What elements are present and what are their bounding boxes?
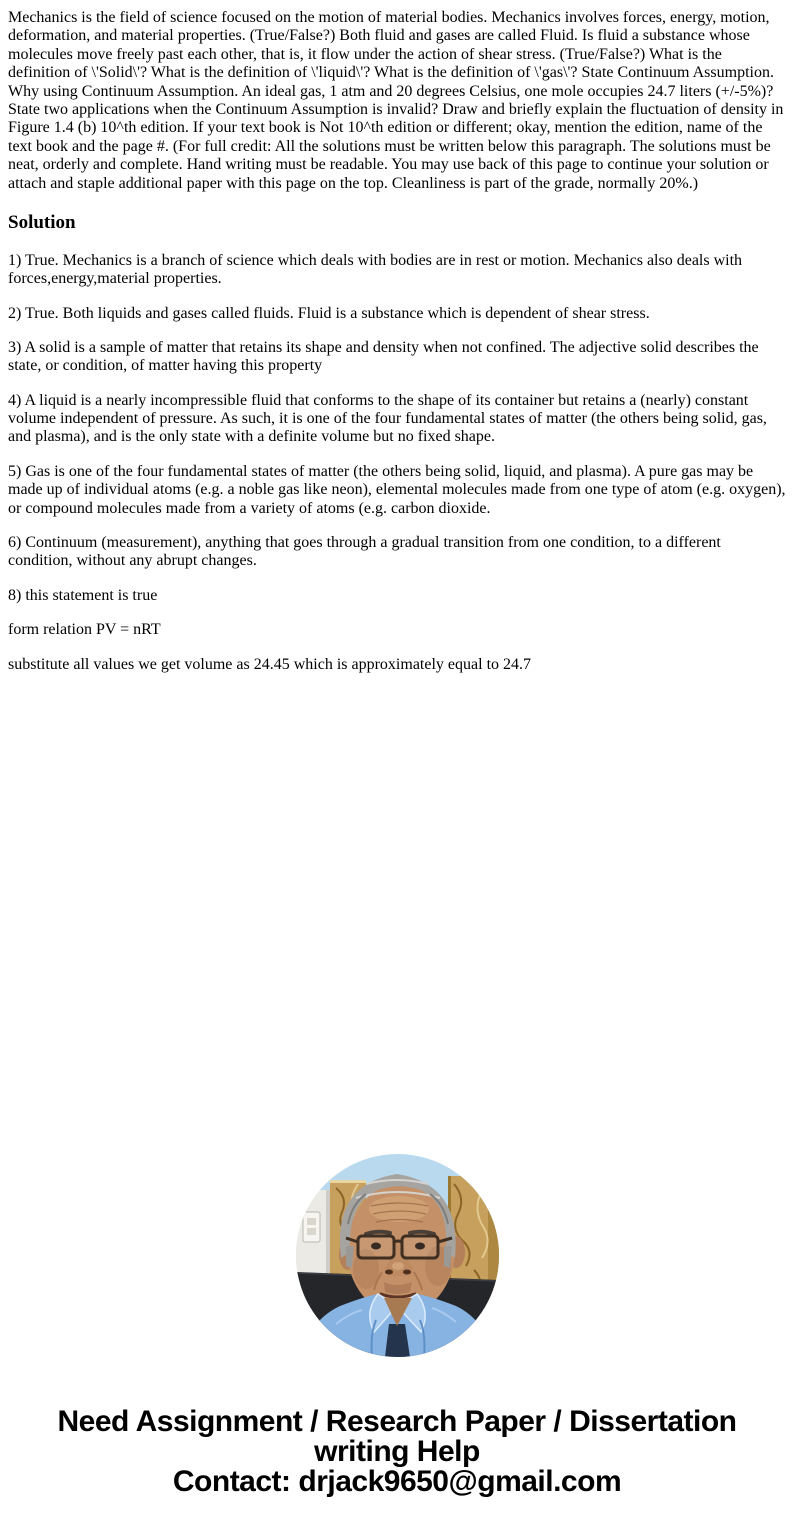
footer-headline: Need Assignment / Research Paper / Dissertation writing Help: [57, 1405, 737, 1468]
solution-relation-line: form relation PV = nRT: [8, 621, 161, 639]
tutor-portrait-photo: [296, 1154, 499, 1357]
solution-result-line: substitute all values we get volume as 24.45 which is approximately equal to 24.7: [8, 655, 532, 673]
tutor-photo-container: [8, 1154, 786, 1357]
photo-eyebrow-right: [410, 1232, 434, 1234]
photo-wood-panel-right: [448, 1176, 499, 1294]
footer-banner: [8, 1407, 786, 1497]
solution-paragraph-1: 1) True. Mechanics is a branch of science which deals with bodies are in rest or motion. Mechanics also deals with forces,energy,material properties.: [8, 251, 743, 288]
solution-heading: Solution: [8, 211, 76, 233]
solution-paragraph-5: 5) Gas is one of the four fundamental states of matter (the others being solid, liquid, and plasma). A pure gas may be made up of individual atoms (e.g. a noble gas like neon), elemental molecules made from one type of atom (e.g. oxygen), or compound molecules made from a variety of atoms (e.g. carbon dioxide.: [8, 462, 786, 517]
solution-paragraph-8: 8) this statement is true: [8, 586, 158, 604]
footer-contact: Contact: drjack9650@gmail.com: [172, 1465, 622, 1498]
question-paragraph: Mechanics is the field of science focused on the motion of material bodies. Mechanics involves forces, energy, motion, deformation, and material properties. (True/False?) Both fluid and gases are called Fluid. Is fluid a substance whose molecules move freely past each other, that is, it flow under the action of shear stress. (True/False?) What is the definition of \'Solid\'? What is the definition of \'liquid\'? What is the definition of \'gas\'? State Continuum Assumption. Why using Continuum Assumption. An ideal gas, 1 atm and 20 degrees Celsius, one mole occupies 24.7 liters (+/-5%)? State two applications when the Continuum Assumption is invalid? Draw and briefly explain the fluctuation of density in Figure 1.4 (b) 10^th edition. If your text book is Not 10^th edition or different; okay, mention the edition, name of the text book and the page #. (For full credit: All the solutions must be written below this paragraph. The solutions must be neat, orderly and complete. Hand writing must be readable. You may use back of this page to continue your solution or attach and staple additional paper with this page on the top. Cleanliness is part of the grade, normally 20%.): [8, 9, 784, 192]
solution-paragraph-3: 3) A solid is a sample of matter that retains its shape and density when not confined. The adjective solid describes the state, or condition, of matter having this property: [8, 338, 759, 375]
solution-paragraph-6: 6) Continuum (measurement), anything that goes through a gradual transition from one condition, to a different condition, without any abrupt changes.: [8, 534, 721, 570]
solution-paragraph-2: 2) True. Both liquids and gases called fluids. Fluid is a substance which is dependent of shear stress.: [8, 304, 650, 322]
photo-wall-outlet: [303, 1212, 320, 1242]
solution-paragraph-4: 4) A liquid is a nearly incompressible fluid that conforms to the shape of its container but retains a (nearly) constant volume independent of pressure. As such, it is one of the four fundamental states of matter (the others being solid, gas, and plasma), and is the only state with a definite volume but no fixed shape.: [8, 391, 767, 446]
photo-eyebrow-left: [366, 1232, 390, 1234]
